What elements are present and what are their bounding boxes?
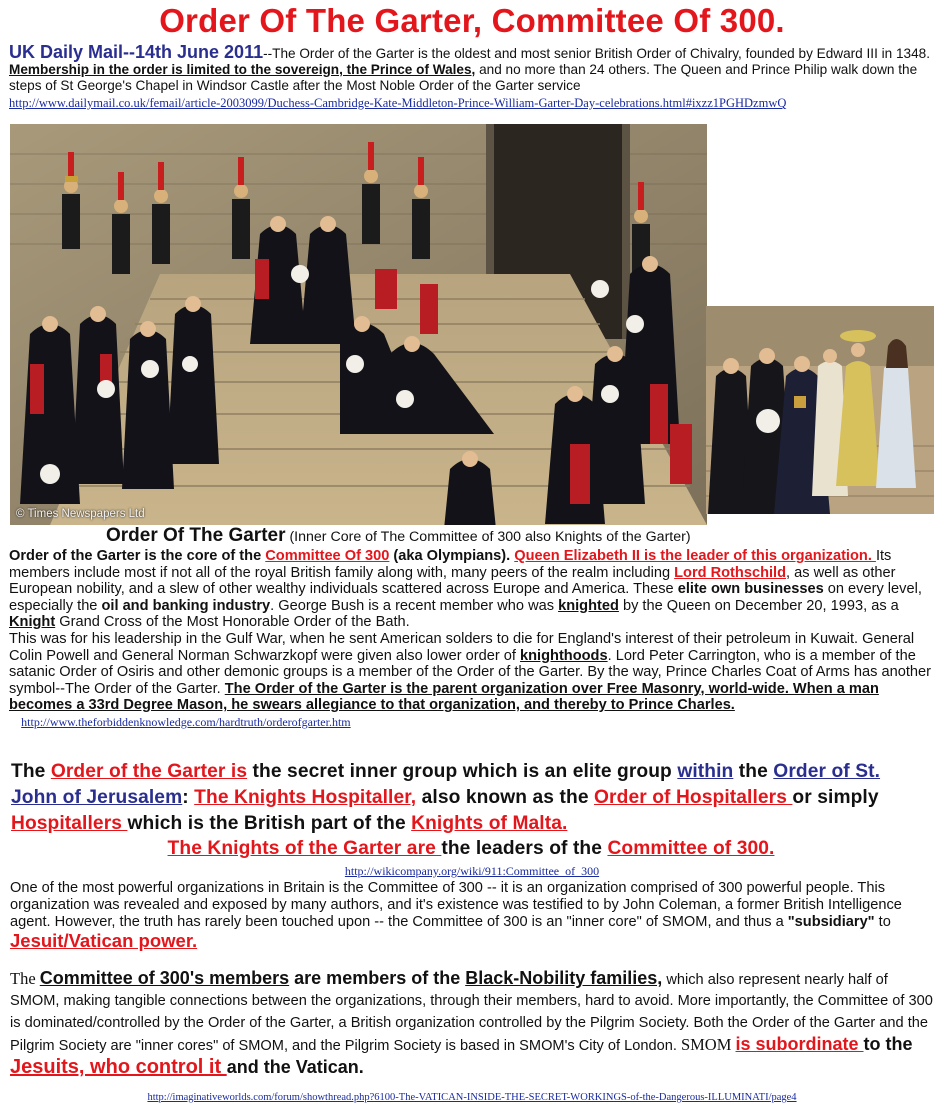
garter-description [9, 548, 939, 731]
big-text: The Knights Hospitaller, [194, 786, 417, 808]
body-text: , as well as other European nobility, and a slew of other wealthy individuals scattered across Europe and America. These [9, 564, 896, 598]
para3-text: SMOM [680, 1034, 736, 1054]
big-text: the [733, 761, 774, 782]
para3-text: Committee of 300's members [39, 968, 290, 988]
para3-text: Black-Nobility families, [465, 968, 663, 988]
wikicompany-link[interactable]: http://wikicompany.org/wiki/911:Committee_of_300 [344, 864, 600, 878]
big-text: the leaders of the [441, 838, 608, 860]
body-text: Lord Rothschild [674, 564, 787, 581]
para2-text: One of the most powerful organizations in Britain is the Committee of 300 -- it is an organization comprised of 300 powerful people. This organization was revealed and exposed by many authors, and it's existence was testified to by John Coleman, a former British Intelligence agent. However, the truth has rarely been touched upon -- the Committee of 300 is an "inner core" of SMOM, and thus a [10, 880, 902, 931]
big-text: The [11, 761, 51, 782]
big-text: Order of Hospitallers [594, 786, 793, 808]
bottom-link-wrap [0, 1091, 944, 1103]
para3-text: Jesuits, who control it [10, 1056, 227, 1079]
big-text: The Knights of the Garter are [167, 838, 442, 860]
intro-source: UK Daily Mail--14th June 2011 [9, 42, 264, 62]
body-text: Queen Elizabeth II is the leader of this organization. [514, 548, 876, 564]
big-text: : [182, 786, 195, 808]
photo-caption [106, 527, 906, 546]
royal-family-photo [706, 306, 934, 514]
big-text: which is the British part of the [127, 812, 412, 834]
body-text: knighted [558, 597, 619, 614]
imaginativeworlds-link[interactable]: http://imaginativeworlds.com/forum/showthread.php?6100-The-VATICAN-INSIDE-THE-SECRET-WORKINGS-of-the-Dangerous-ILLUMINATI/page4 [147, 1092, 797, 1103]
body-text: oil and banking industry [101, 597, 271, 614]
body-text: Knight [9, 614, 56, 631]
garter-procession-photo [10, 124, 707, 525]
body-text: Committee Of 300 [265, 548, 390, 564]
forbiddenknowledge-link[interactable]: http://www.theforbiddenknowledge.com/hardtruth/orderofgarter.htm [21, 714, 351, 729]
big-text: Order of the Garter is [50, 761, 248, 782]
big-text: Committee of 300. [607, 838, 775, 860]
intro-text-3: and no more than 24 others. The Queen and Prince Philip walk down the steps of St George's Chapel in Windsor Castle after the Most Noble Order of the Garter service [9, 62, 918, 93]
intro-text-1: --The Order of the Garter is the oldest and most senior British Order of Chivalry, founded by Edward III in 1348. [263, 46, 930, 61]
para2-text: "subsidiary" [787, 914, 875, 931]
wiki-link-wrap [0, 864, 944, 879]
para3-text: to the [863, 1033, 913, 1054]
body-text: Its members include most if not all of the royal British family along with, many peers of the realm including [9, 548, 892, 581]
smom-paragraph [10, 968, 940, 1080]
body-text: Grand Cross of the Most Honorable Order of the Bath. [55, 614, 410, 631]
big-text: Hospitallers [11, 812, 128, 834]
caption-title: Order Of The Garter [106, 525, 286, 546]
body-text: . George Bush is a recent member who was [270, 597, 559, 614]
big-text: Knights of Malta. [411, 812, 568, 834]
big-text: or simply [792, 786, 879, 808]
dailymail-link[interactable]: http://www.dailymail.co.uk/femail/article-2003099/Duchess-Cambridge-Kate-Middleton-Prince-William-Garter-Day-celebrations.html#ixzz1PGHDzmwQ [9, 96, 787, 110]
body-text: . Lord Peter Carrington, who is a member of the satanic Order of Osiris and other demonic groups is a member of the Order of the Garter. By the way, Prince Charles Coat of Arms has another symbol--The Order of the Garter. [9, 647, 931, 697]
intro-paragraph [9, 44, 935, 111]
body-text: This was for his leadership in the Gulf War, when he sent American solders to die for England's interest of their petroleum in Kuwait. General Colin Powell and General Norman Schwarzkopf were given also lower order of [9, 630, 915, 664]
body-text: knighthoods [520, 647, 608, 664]
body-text: by the Queen on December 20, 1993, as a [618, 597, 899, 614]
body-text: Order of the Garter is the core of the [9, 548, 266, 564]
big-text: the secret inner group which is an elite group [247, 761, 678, 782]
para3-text: The [10, 969, 40, 988]
para2-text: to [874, 914, 891, 931]
knights-leaders-line [11, 836, 931, 862]
body-text: (aka Olympians). [389, 548, 515, 564]
big-text: Order of St. John of Jerusalem [11, 761, 881, 808]
para3-text: are members of the [289, 968, 466, 988]
procession-illustration [10, 124, 707, 525]
big-text: within [677, 761, 734, 782]
para2-text: Jesuit/Vatican power. [10, 929, 198, 951]
intro-membership-note: Membership in the order is limited to the sovereign, the Prince of Wales, [9, 62, 476, 77]
body-text: on every level, especially the [9, 581, 922, 614]
para3-text: Vatican. [295, 1057, 364, 1078]
royals-illustration [706, 306, 934, 514]
para3-text: is subordinate [735, 1033, 864, 1054]
page-title: Order Of The Garter, Committee Of 300. [159, 2, 785, 39]
body-text: The Order of the Garter is the parent organization over Free Masonry, world-wide. When a man becomes a 33rd Degree Mason, he swears allegiance to that organization, and thereby to Prince Charles. [9, 680, 879, 714]
body-text: elite own businesses [677, 581, 824, 598]
caption-subtitle: (Inner Core of The Committee of 300 also Knights of the Garter) [289, 529, 691, 545]
big-text: also known as the [416, 786, 595, 808]
para3-text: and the [226, 1057, 296, 1078]
committee-paragraph [10, 880, 940, 952]
hospitallers-paragraph [11, 759, 931, 862]
photo-credit: © Times Newspapers Ltd [16, 508, 145, 520]
para3-text: which also represent nearly half of SMOM, making tangible connections between the organizations, through their members, hard to avoid. More importantly, the Committee of 300 is dominated/controlled by the Order of the Garter, a British organization controlled by the Pilgrim Society. Both the Order of the Garter and the Pilgrim Society are "inner cores" of SMOM, and the Pilgrim Society is based in SMOM's City of London. [10, 972, 933, 1054]
